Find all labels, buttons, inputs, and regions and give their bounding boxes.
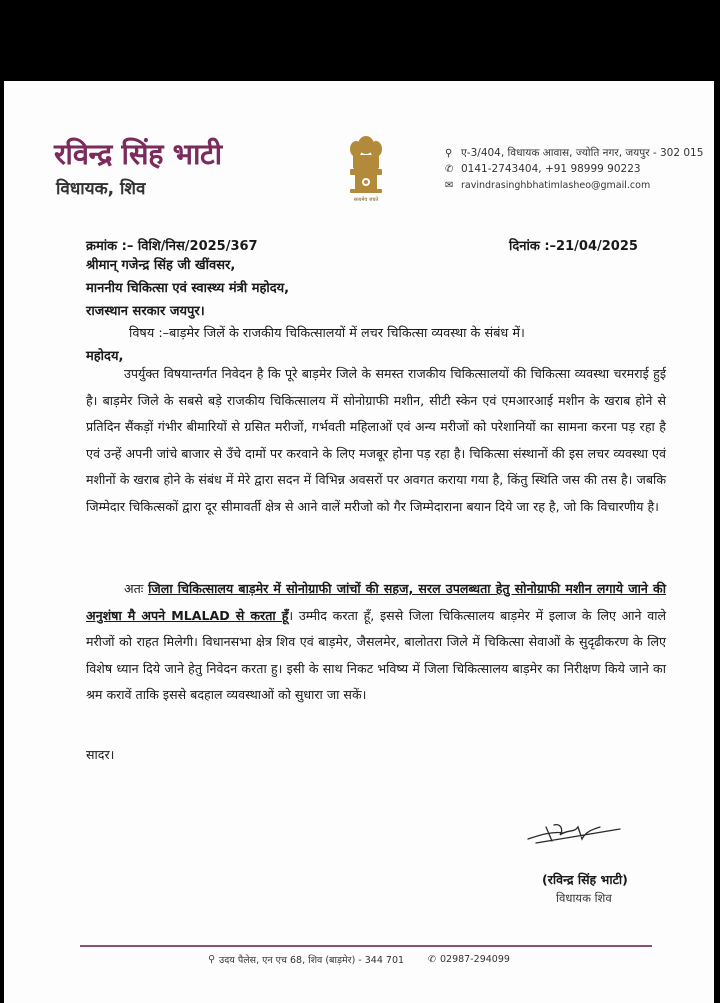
phone-icon: ✆	[428, 954, 436, 965]
letterhead-name: रविन्द्र सिंह भाटी	[54, 137, 222, 171]
map-pin-icon: ⚲	[208, 954, 216, 965]
contact-email: ravindrasinghbhatimlasheo@gmail.com	[461, 179, 651, 191]
signatory-name: (रविन्द्र सिंह भाटी)	[542, 872, 628, 887]
letter-page	[4, 81, 714, 1003]
contact-email-row	[445, 177, 703, 193]
body-paragraph-1: उपर्युक्त विषयान्तर्गत निवेदन है कि पूरे बाड़मेर जिले के समस्त राजकीय चिकित्सालयों की चिकित्सा व्यवस्था चरमराई हुई है। बाड़मेर जिले के सबसे बड़े राजकीय चिकित्सालय में सोनोग्राफी मशीन, सीटी स्केन एवं एमआरआई मशीन के खराब होने से प्रतिदिन सैंकड़ों गंभीर बीमारियों से ग्रसित मरीजों, गर्भवती महिलाओं एवं अन्य मरीजों को परेशानियों का सामना करना पड़ रहा है एवं उन्हें अपनी जांचे बाजार से उँचे दामों पर करवाने के लिए मजबूर होना पड़ रहा है। चिकित्सा संस्थानों की इस लचर व्यवस्था एवं मशीनों के खराब होने के संबंध में मेरे द्वारा सदन में विभिन्न अवसरों पर अवगत कराया गया है, किंतु स्थिति जस की तस है। जबकि जिम्मेदार चिकित्सकों द्वारा दूर सीमावर्ती क्षेत्र से आने वालें मरीजो को गैर जिम्मेदाराना बयान दिये जा रह है, जो कि विचारणीय है।	[86, 366, 666, 514]
paragraph-rest: । उम्मीद करता हूँ, इससे जिला चिकित्सालय बाड़मेर में इलाज के लिए आने वाले मरीजों को राहत मिलेगी। विधानसभा क्षेत्र शिव एवं बाड़मेर, जैसलमेर, बालोतरा जिले में चिकित्सा सेवाओं के सुदृढीकरण के लिए विशेष ध्यान दिये जाने हेतु निवेदन करता हु। इसी के साथ निकट भविष्य में जिला चिकित्सालय बाड़मेर का निरीक्षण किये जाने का श्रम करावें ताकि इससे बदहाल व्यवस्थाओं को सुधारा जा सकें।	[86, 607, 666, 702]
footer-address: उदय पैलेस, एन एच 68, शिव (बाड़मेर) - 344 701	[219, 955, 405, 966]
signatory-title: विधायक शिव	[556, 891, 612, 905]
paragraph-lead: अतः	[124, 581, 144, 596]
subject-line: विषय :–बाड़मेर जिलें के राजकीय चिकित्सालयों में लचर चिकित्सा व्यवस्था के संबंध में।	[129, 326, 525, 341]
letterhead-title: विधायक, शिव	[56, 179, 146, 199]
contact-phone: 0141-2743404, +91 98999 90223	[461, 163, 641, 175]
envelope-icon: ✉	[445, 179, 454, 191]
salutation: महोदय,	[86, 349, 124, 364]
footer-phone-item	[428, 953, 510, 966]
contact-block	[445, 145, 703, 193]
map-pin-icon: ⚲	[445, 147, 453, 159]
closing: सादर।	[86, 747, 115, 762]
letter-date: दिनांक :–21/04/2025	[509, 239, 638, 254]
emblem-caption: सत्यमेव जयते	[353, 197, 379, 203]
signature	[524, 817, 624, 849]
contact-phone-row	[445, 161, 703, 177]
footer	[4, 953, 714, 966]
footer-divider	[80, 945, 652, 947]
highlighted-request: जिला चिकित्सालय बाड़मेर में सोनोग्राफी जांचों की सहज, सरल उपलब्धता हेतु सोनोग्राफी मशीन लगाये जाने की अनुशंषा मै अपने MLALAD से करता हूँ	[86, 581, 666, 623]
contact-address-row	[445, 145, 703, 161]
recipient-line: राजस्थान सरकार जयपुर।	[86, 304, 205, 319]
recipient-line: माननीय चिकित्सा एवं स्वास्थ्य मंत्री महोदय,	[86, 281, 290, 296]
recipient-line: श्रीमान् गजेन्द्र सिंह जी खींवसर,	[86, 258, 236, 273]
contact-address: ए-3/404, विधायक आवास, ज्योति नगर, जयपुर - 302 015	[461, 147, 704, 159]
reference-number: क्रमांक :– विशि/निस/2025/367	[86, 239, 258, 254]
phone-icon: ✆	[445, 163, 454, 175]
footer-phone: 02987-294099	[440, 954, 510, 965]
body-paragraph-2	[86, 576, 666, 709]
recipient-block	[86, 254, 289, 323]
footer-address-item	[208, 953, 404, 966]
national-emblem-icon	[344, 133, 388, 203]
